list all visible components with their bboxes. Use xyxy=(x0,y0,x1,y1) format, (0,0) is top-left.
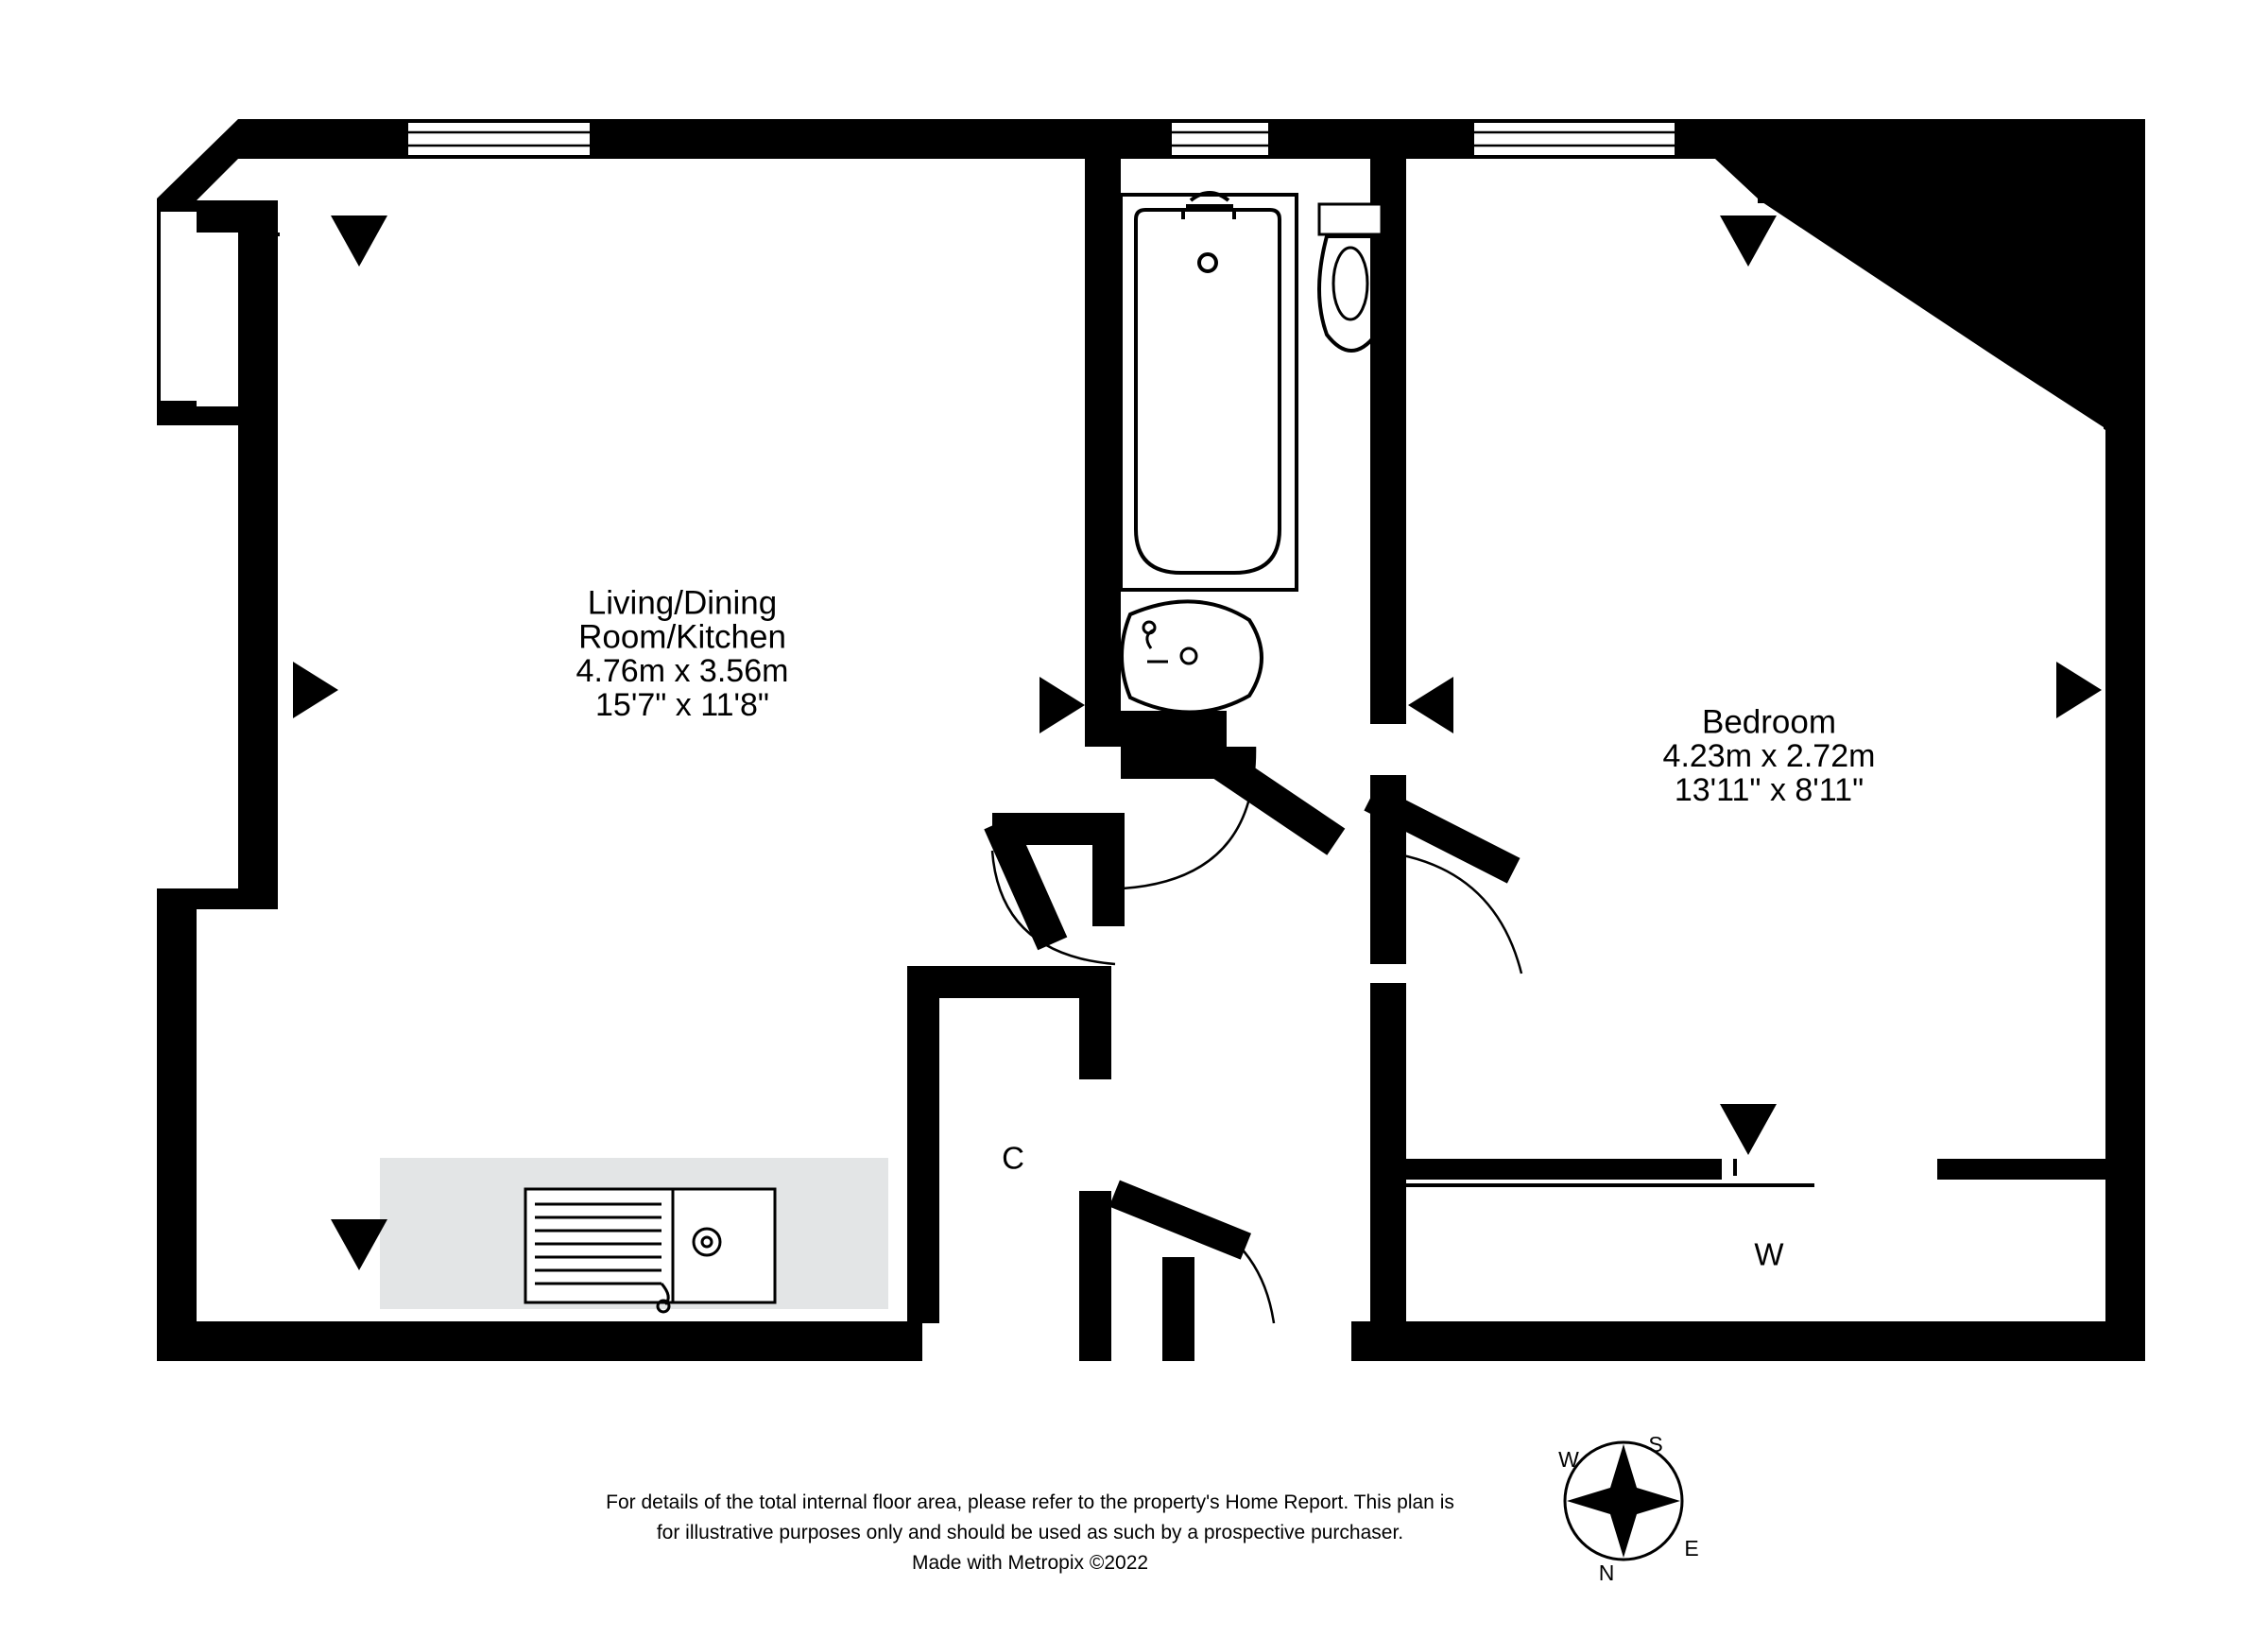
footer-line-1: For details of the total internal floor area, please refer to the property's Home Report. This plan is xyxy=(606,1491,1454,1513)
living-room-dimensions-metric: 4.76m x 3.56m xyxy=(576,652,789,689)
compass-rose xyxy=(1558,1432,1699,1585)
compass-label-east: E xyxy=(1684,1536,1699,1561)
bedroom-name: Bedroom xyxy=(1701,703,1837,741)
door-bathroom xyxy=(1121,747,1345,888)
cupboard-label: C xyxy=(1002,1140,1024,1176)
window-top-mid xyxy=(1170,121,1270,157)
window-top-left xyxy=(406,121,592,157)
bedroom-dimensions-imperial: 13'11" x 8'11" xyxy=(1674,771,1864,808)
compass-label-south: S xyxy=(1648,1432,1663,1457)
label-bedroom xyxy=(1663,703,1876,808)
compass-label-north: N xyxy=(1598,1560,1615,1586)
living-room-name-line2: Room/Kitchen xyxy=(578,618,786,656)
right-exterior-wall xyxy=(2105,119,2145,1361)
footer-disclaimer xyxy=(606,1491,1454,1574)
label-living-dining-kitchen xyxy=(576,584,789,723)
bedroom-dimensions-metric: 4.23m x 2.72m xyxy=(1662,737,1876,774)
window-top-right xyxy=(1472,121,1676,157)
living-room-name-line1: Living/Dining xyxy=(587,584,778,622)
wardrobe-label: W xyxy=(1754,1236,1784,1272)
bath-icon xyxy=(1121,193,1297,590)
sink-icon xyxy=(1122,601,1262,712)
footer-line-2: for illustrative purposes only and should be used as such by a prospective purchaser. xyxy=(656,1522,1404,1543)
living-room-dimensions-imperial: 15'7" x 11'8" xyxy=(595,686,769,723)
compass-label-west: W xyxy=(1558,1447,1579,1473)
wardrobe-icon xyxy=(1406,1159,2105,1185)
footer-line-3: Made with Metropix ©2022 xyxy=(911,1552,1149,1574)
left-bay-recess xyxy=(157,200,280,414)
kitchen-sink-icon xyxy=(525,1189,775,1312)
